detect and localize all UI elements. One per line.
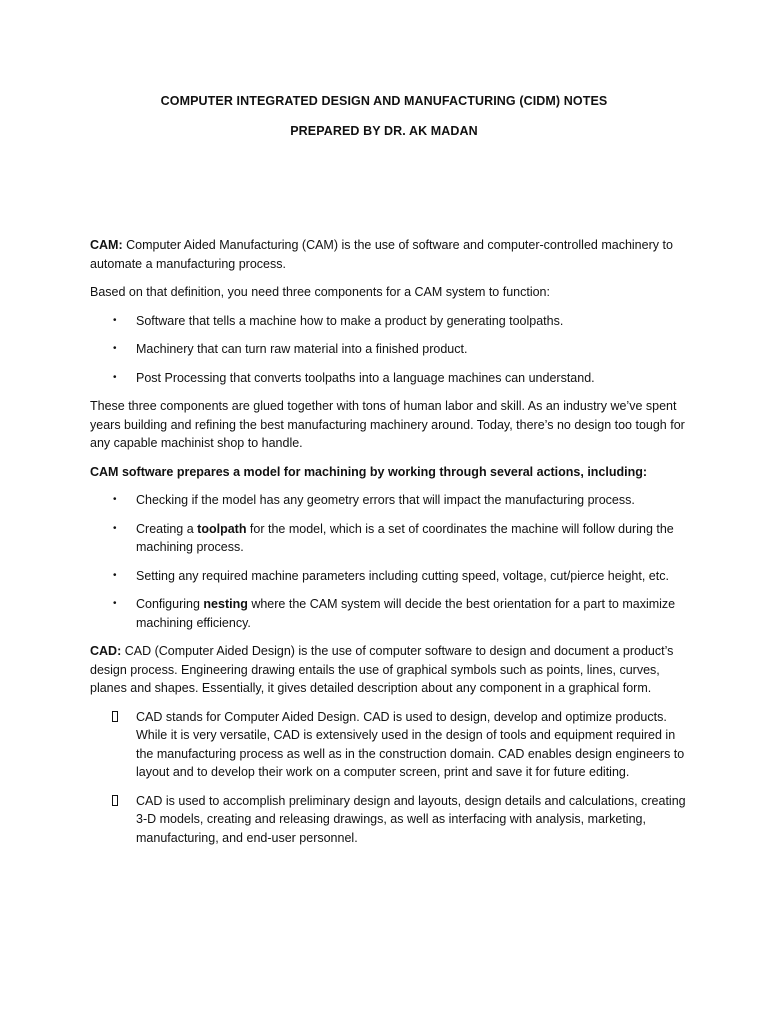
list-item-text: Machinery that can turn raw material into a finished product. xyxy=(136,342,468,356)
list-item-text: Checking if the model has any geometry errors that will impact the manufacturing process. xyxy=(136,493,635,507)
cam-actions-list xyxy=(90,491,690,632)
cam-intro: Based on that definition, you need three components for a CAM system to function: xyxy=(90,285,550,299)
list-item xyxy=(90,595,690,632)
list-item xyxy=(90,567,690,586)
bullet-icon: • xyxy=(113,371,117,383)
cam-software-heading-text: CAM software prepares a model for machining by working through several actions, including: xyxy=(90,464,648,479)
cad-definition: CAD (Computer Aided Design) is the use of computer software to design and document a product’s design process. Engineering drawing entails the use of graphical symbols such as points, lines, curves, planes and shapes. Essentially, it gives detailed description about any component in a graphical form. xyxy=(90,644,674,695)
list-item-text: for the model, which is a set of coordinates the machine will follow during the machining process. xyxy=(136,521,674,554)
document-author: PREPARED BY DR. AK MADAN xyxy=(290,124,478,138)
list-item-text: CAD is used to accomplish preliminary design and layouts, design details and calculations, creating 3-D models, creating and releasing drawings, as well as interfacing with analysis, marketing, manufacturing, and end-user personnel. xyxy=(136,793,686,845)
list-item xyxy=(90,369,690,388)
list-item-text: CAD stands for Computer Aided Design. CAD is used to design, develop and optimize products. While it is very versatile, CAD is extensively used in the design of tools and equipment required in the manufacturing process as well as in the construction domain. CAD enables design engineers to layout and to develop their work on a computer screen, print and save it for future editing. xyxy=(136,709,685,779)
cam-components-list xyxy=(90,312,690,388)
list-item-text: Software that tells a machine how to make a product by generating toolpaths. xyxy=(136,313,564,328)
box-bullet-icon xyxy=(112,795,118,806)
cam-software-heading xyxy=(90,463,690,482)
list-item xyxy=(90,708,690,782)
list-item-bold: nesting xyxy=(203,597,248,611)
bullet-icon: • xyxy=(113,522,117,534)
document-body xyxy=(90,236,690,857)
cam-definition: Computer Aided Manufacturing (CAM) is the use of software and computer-controlled machinery to automate a manufacturing process. xyxy=(90,238,673,271)
bullet-icon: • xyxy=(113,494,117,505)
list-item-text: Creating a xyxy=(136,521,198,536)
document-title: COMPUTER INTEGRATED DESIGN AND MANUFACTURING (CIDM) NOTES xyxy=(160,94,608,108)
cam-definition-paragraph xyxy=(90,236,690,273)
list-item-text: Configuring xyxy=(136,597,204,611)
list-item-text: Post Processing that converts toolpaths into a language machines can understand. xyxy=(136,370,595,385)
list-item xyxy=(90,312,690,331)
list-item xyxy=(90,520,690,557)
cad-definition-paragraph xyxy=(90,642,690,698)
list-item-text: Setting any required machine parameters including cutting speed, voltage, cut/pierce height, etc. xyxy=(136,568,669,583)
bullet-icon: • xyxy=(113,314,117,326)
list-item xyxy=(90,340,690,359)
list-item-text: where the CAM system will decide the best orientation for a part to maximize machining efficiency. xyxy=(136,597,676,630)
box-bullet-icon xyxy=(112,711,118,722)
cad-label: CAD: xyxy=(90,644,122,658)
bullet-icon: • xyxy=(113,598,117,609)
list-item-bold: toolpath xyxy=(197,521,247,536)
cam-label: CAM: xyxy=(90,238,123,252)
cam-summary: These three components are glued together with tons of human labor and skill. As an industry we’ve spent years building and refining the best manufacturing machinery around. Today, there’s no design too tough for any capable machinist shop to handle. xyxy=(90,399,685,450)
bullet-icon: • xyxy=(113,569,117,581)
cad-points-list xyxy=(90,708,690,848)
bullet-icon: • xyxy=(113,343,117,354)
list-item xyxy=(90,792,690,848)
list-item xyxy=(90,491,690,510)
